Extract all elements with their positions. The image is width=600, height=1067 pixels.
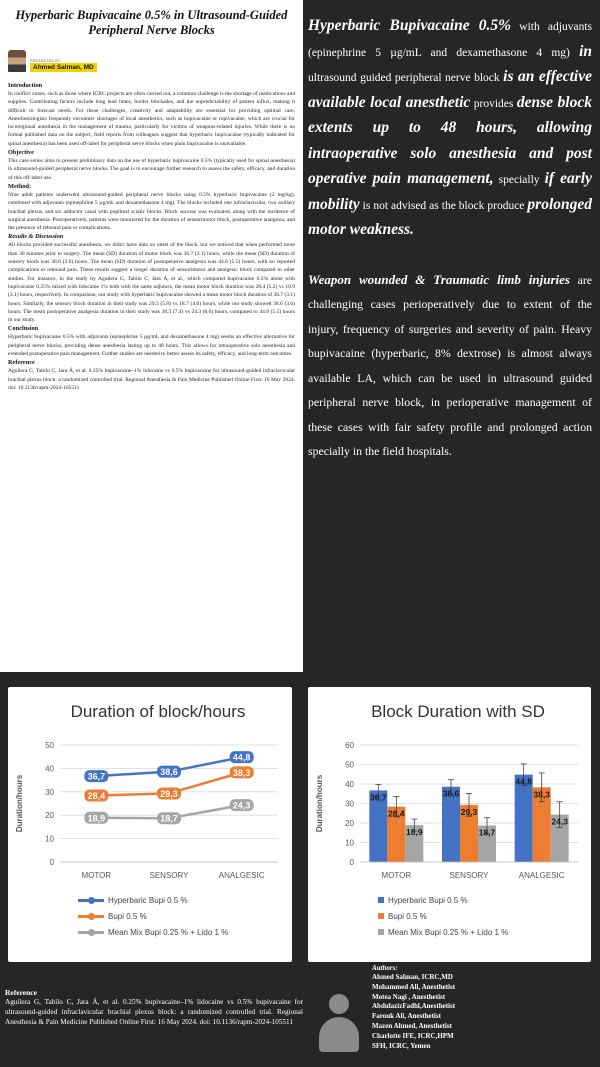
- data-label: 29,3: [160, 788, 178, 799]
- reference-text: Aguilera G, Tabilo C, Jara Á, et al. 0.25% bupivacaine–1% lidocaine vs 0.5% bupivacaine for ultrasound-guided infraclavicular brachial plexus block: a randomized controlled trial. Regional Anesthesia & Pain Medicine Published Online First: 16 May 2024. doi: 10.1136/rapm-2024-105511: [5, 998, 303, 1026]
- x-tick-label: ANALGESIC: [218, 871, 265, 880]
- data-label: 36,7: [370, 792, 387, 803]
- bar-chart-legend: [378, 892, 508, 940]
- x-tick-label: SENSORY: [149, 871, 189, 880]
- section-text: This case series aims to present preliminary data on the use of hyperbaric bupivacaine 0.5% (typically used for spinal anesthesia) in ultrasound-guided peripheral nerve blocks. The goal is to encourage further research to assess the safety, efficacy, and duration of this off-label use.: [8, 158, 295, 181]
- summary-text: with adjuvants (epinephrine 5 µg/mL and dexamethasone 4 mg): [308, 21, 592, 59]
- y-axis-label: Duration/hours: [15, 774, 24, 833]
- x-tick-label: ANALGESIC: [518, 871, 565, 880]
- data-label: 38,3: [533, 789, 550, 800]
- summary-text: ultrasound guided peripheral nerve block: [308, 72, 504, 84]
- chart-title: Block Duration with SD: [371, 702, 545, 721]
- line-chart-card: [8, 687, 292, 962]
- line-chart-legend: [78, 892, 228, 940]
- legend-swatch: [78, 931, 104, 934]
- x-tick-label: MOTOR: [81, 871, 112, 880]
- paper-abstract: [0, 0, 303, 672]
- y-tick-label: 0: [49, 858, 54, 867]
- y-tick-label: 20: [45, 811, 54, 821]
- y-tick-label: 0: [349, 858, 354, 867]
- data-label: 18,9: [406, 827, 423, 838]
- legend-label: Hyperbaric Bupi 0.5 %: [108, 895, 188, 905]
- presenter-photo: [8, 50, 26, 72]
- line-chart: [8, 687, 292, 887]
- legend-label: Mean Mix Bupi 0.25 % + Lido 1 %: [108, 927, 229, 937]
- legend-swatch: [378, 913, 384, 919]
- data-label: 44,8: [515, 776, 532, 787]
- summary-text: specially: [493, 174, 545, 186]
- data-label: 18,7: [478, 827, 496, 838]
- summary-emphasis: Hyperbaric Bupivacaine 0.5%: [308, 17, 512, 34]
- author-line: Farouk Ali, Anesthetist: [372, 1012, 441, 1021]
- x-tick-label: SENSORY: [449, 871, 489, 880]
- legend-item: [78, 908, 228, 924]
- summary-emphasis: in: [579, 42, 592, 60]
- legend-swatch: [78, 899, 104, 902]
- data-label: 38,3: [232, 767, 251, 778]
- author-line: Motea Nagi , Anesthetist: [372, 992, 446, 1001]
- person-icon: [314, 994, 364, 1054]
- data-label: 28,4: [87, 791, 106, 802]
- legend-label: Mean Mix Bupi 0.25 % + Lido 1 %: [388, 927, 509, 937]
- summary-statement: [308, 14, 592, 244]
- paper-title: Hyperbaric Bupivacaine 0.5% in Ultrasound-Guided Peripheral Nerve Blocks: [15, 8, 288, 37]
- legend-item: [378, 908, 508, 924]
- y-tick-label: 40: [45, 764, 54, 774]
- authors-list: [372, 973, 597, 1051]
- legend-swatch: [378, 929, 384, 935]
- presenter-label: PRESENTED BY: [30, 59, 61, 63]
- summary-emphasis: is an effective available local anesthetic: [308, 68, 592, 111]
- data-label: 44,8: [232, 752, 251, 763]
- bar-chart-card: [308, 687, 591, 962]
- presenter: [8, 48, 295, 72]
- summary-emphasis: if early mobility: [308, 170, 592, 213]
- chart-title: Duration of block/hours: [70, 702, 246, 721]
- section-heading: Objective: [8, 149, 34, 157]
- summary-context-lead: Weapon wounded & Traumatic limb injuries: [308, 271, 570, 287]
- legend-item: [378, 924, 508, 940]
- section-text: All blocks provided successful anesthesia, we didn't have data on onset of the block, but we noticed that when performed more than 30 minutes prior to surgery. The mean (SD) duration of motor block was 36.7 (3.1) hours, while the mean (SD) duration of sensory block was 38.6 (3.6) hours. The mean (SD) duration of postoperative analgesia was 44.8 (5.5) hours, with no reported complications or rebound pain. These results suggest a longer duration of sensorimotor and analgesic block compared to other studies. For instance, in the study by Aguilera G, Tabilo C, Jara Á, et al., which compared bupivacaine 0.5% alone with bupivacaine 0.25% mixed with lidocaine 1% both with the same adjuncts, the mean motor block duration was 28.4 (5.2) vs 18.9 (3.1) hours, respectively. In comparison, our study with hyperbaric bupivacaine showed a mean motor block duration of 36.7 (3.1) hours. Similarly, the sensory block duration in their study was 29.3 (5.8) vs 18.7 (4.0) hours, while our study showed 38.6 (3.6) hours. The mean postoperative analgesia duration in their study was 38.3 (7.4) vs 24.3 (6.6) hours, compared to 44.8 (5.5) hours in our study.: [8, 242, 295, 324]
- section-heading: Results & Discussion: [8, 233, 64, 241]
- reference-heading: Reference: [5, 988, 37, 997]
- reference-block: [5, 988, 303, 1027]
- bar-chart: [308, 687, 591, 887]
- data-label: 29,3: [460, 806, 478, 817]
- summary-emphasis: prolonged motor weakness.: [308, 195, 592, 238]
- legend-swatch: [78, 915, 104, 918]
- section-text: Nine adult patients underwent ultrasound-guided peripheral nerve blocks using 0.5% hyperbaric bupivacaine (2 mg/kg), combined with adjuvants (epinephrine 5 µg/mL and dexamethasone 4 mg). The blocks included one infraclavicular, two axillary brachial plexus, and six adductor canal with popliteal sciatic blocks. Block success was evaluated, along with the incidence of surgical anesthesia. Postoperatively, patients were monitored for the duration of sensorimotor block, postoperative analgesia, and the presence of rebound pain or complications.: [8, 191, 295, 232]
- author-line: Mohammed Ali, Anesthetist: [372, 982, 456, 991]
- y-tick-label: 60: [345, 741, 354, 750]
- legend-item: [78, 892, 228, 908]
- authors-heading: Authors:: [372, 964, 398, 972]
- section-heading: Reference: [8, 359, 35, 367]
- section-text: In conflict zones, such as those where ICRC projects are often carried out, a common challenge is the shortage of medications and supplies. Contributing factors include long lead times, border blockades, and the unpredictability of patient influx, making it difficult to forecast needs. For these challenges, creativity and adaptability are essential for providing optimal care. Anesthesiologists frequently encounter shortages of local anesthetics, such as bupivacaine or ropivacaine, which are crucial for locoregional anesthesia in the management of trauma, particularly for victims of weapons-related injuries. While there is no formal published data on the subject, field reports from colleagues suggest that hyperbaric bupivacaine (typically indicated for spinal anesthesia) has been used off-label for peripheral nerve blocks when plain bupivacaine is unavailable.: [8, 91, 295, 147]
- section-text: Aguilera G, Tabilo C, Jara Á, et al. 0.25% bupivacaine–1% lidocaine vs 0.5% bupivacaine for ultrasound-guided infraclavicular brachial plexus block: a randomized controlled trial. Regional Anesthesia & Pain Medicine Published Online First: 16 May 2024. doi: 10.1136/rapm-2024-105511: [8, 368, 295, 391]
- authors-block: [372, 964, 597, 1051]
- section-heading: Introduction: [8, 82, 43, 89]
- y-tick-label: 50: [345, 760, 354, 770]
- author-line: Charlotte IFE, ICRC,HPM: [372, 1031, 454, 1040]
- author-line: AbdulazizFadhl,Anesthetist: [372, 1002, 456, 1011]
- y-tick-label: 10: [345, 838, 354, 848]
- y-tick-label: 30: [45, 787, 54, 797]
- section-text: Hyperbaric bupivacaine 0.5% with adjuvants (epinephrine 5 µg/mL and dexamethasone 4 mg) seems an effective alternative for peripheral nerve blocks, providing dense anesthesia lasting up to 48 hours. This allows for intraoperative solo anesthesia and extended postoperative pain management. Further studies are needed to better assess its safety, efficacy, and long-term outcomes.: [8, 334, 295, 358]
- legend-label: Bupi 0.5 %: [108, 911, 147, 921]
- legend-label: Bupi 0.5 %: [388, 911, 427, 921]
- y-tick-label: 20: [345, 819, 354, 828]
- y-tick-label: 40: [345, 780, 354, 789]
- paper-sections: [8, 82, 295, 392]
- legend-label: Hyperbaric Bupi 0.5 %: [388, 895, 468, 905]
- author-line: Ahmed Salman, ICRC,MD: [372, 973, 453, 981]
- summary-context-text: are challenging cases perioperatively due to extent of the injury, frequency of surgeries and severity of pain. Heavy bupivacaine (hyperbaric, 8% dextrose) is almost always available LA, which can be used in ultrasound guided peripheral nerve block, in perioperative management of these cases with fair safety profile and prolonged action specially in the field hospitals.: [308, 272, 592, 458]
- legend-item: [378, 892, 508, 908]
- data-label: 36,7: [87, 771, 106, 782]
- legend-item: [78, 924, 228, 940]
- y-axis-label: Duration/hours: [315, 774, 324, 833]
- section-heading: Method:: [8, 182, 32, 190]
- presenter-name: Ahmed Salman, MD: [30, 63, 97, 72]
- data-label: 18,7: [160, 813, 178, 824]
- section-heading: Conclusion: [8, 325, 39, 333]
- author-line: Mazen Ahmed, Anesthetist: [372, 1021, 452, 1030]
- x-tick-label: MOTOR: [381, 871, 412, 880]
- data-label: 24,3: [551, 816, 568, 827]
- data-label: 24,3: [232, 800, 251, 811]
- data-label: 28,4: [388, 808, 405, 819]
- data-label: 38,6: [160, 767, 178, 778]
- data-label: 18,9: [87, 813, 106, 824]
- summary-text: provides: [470, 97, 517, 110]
- data-label: 38,6: [442, 788, 460, 799]
- summary-emphasis: dense block extents up to 48 hours, allowing intraoperative solo anesthesia and post operative pain management,: [308, 93, 592, 187]
- author-line: SFH, ICRC, Yemen: [372, 1041, 431, 1050]
- legend-swatch: [378, 897, 384, 903]
- bar: [515, 775, 533, 862]
- summary-text: is not advised as the block produce: [359, 199, 528, 212]
- y-tick-label: 50: [45, 741, 54, 750]
- y-tick-label: 10: [45, 834, 54, 844]
- y-tick-label: 30: [345, 799, 354, 809]
- summary-panel: [308, 14, 592, 464]
- summary-context: [308, 268, 592, 464]
